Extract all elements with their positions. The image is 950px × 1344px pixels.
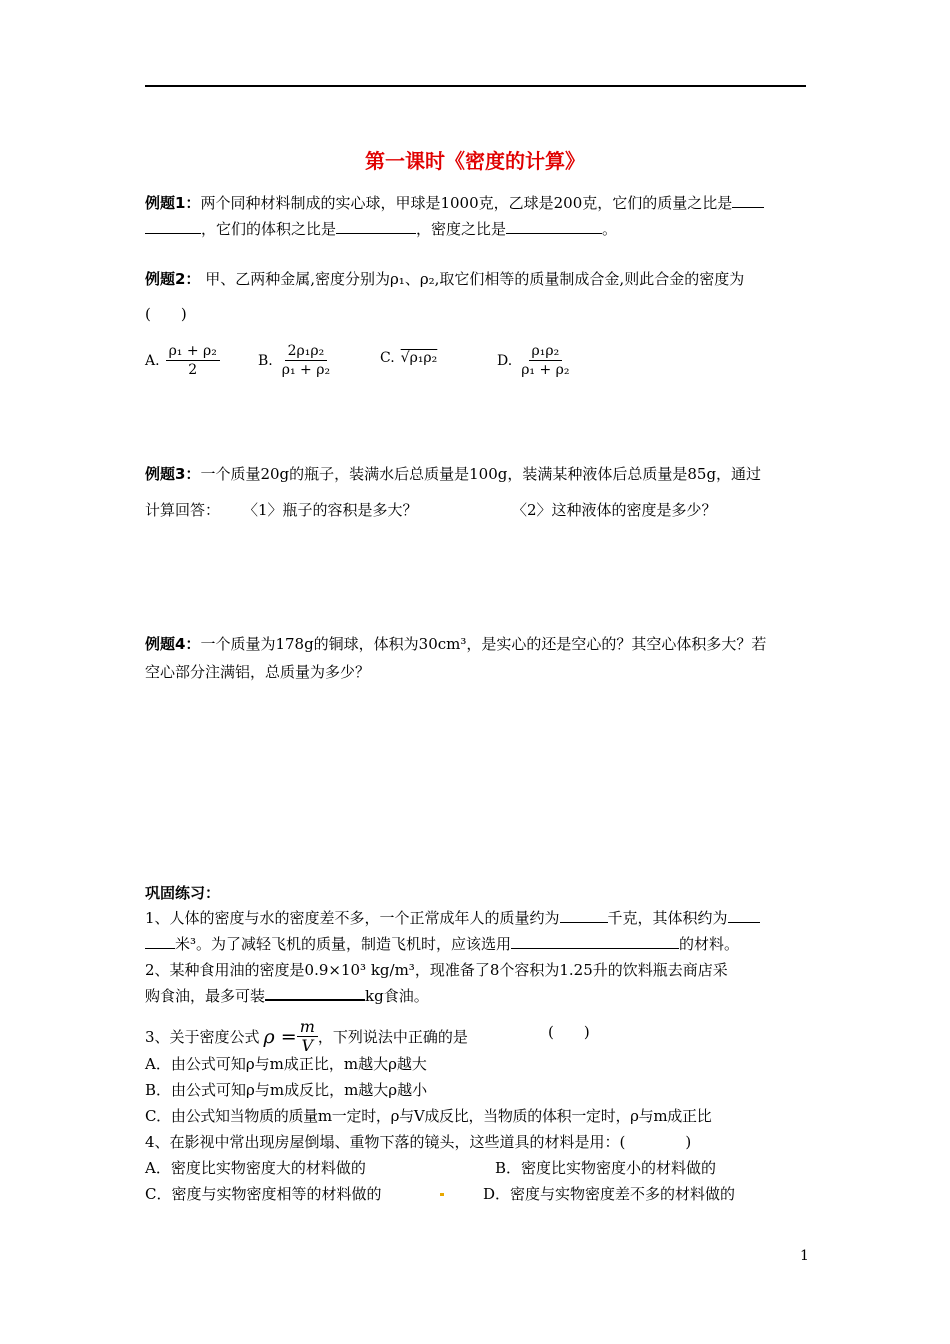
- ex3-label: 例题3：: [145, 465, 201, 483]
- q3-option-b[interactable]: B．由公式可知ρ与m成反比，m越大ρ越小: [145, 1081, 428, 1099]
- ex3-q1: 〈1〉瓶子的容积是多大？: [243, 501, 418, 519]
- ex1-text-c: ，密度之比是: [416, 220, 507, 238]
- option-b-fraction: [279, 342, 333, 379]
- ex1-blank-density-ratio[interactable]: [506, 219, 602, 234]
- practice-q3-line: [145, 1018, 468, 1055]
- ex2-text: 甲、乙两种金属,密度分别为ρ₁、ρ₂,取它们相等的质量制成合金,则此合金的密度为: [205, 270, 745, 288]
- q1-text-c: 米³。为了减轻飞机的质量，制造飞机时，应该选用: [175, 935, 512, 953]
- q3-formula-lhs: ρ =: [263, 1025, 297, 1048]
- ex1-blank-mass-ratio-cont[interactable]: [145, 219, 201, 234]
- ex1-text-b: ，它们的体积之比是: [201, 220, 337, 238]
- ex2-label: 例题2：: [145, 270, 201, 288]
- ex2-option-c[interactable]: [380, 350, 437, 366]
- option-a-fraction: [166, 342, 220, 379]
- option-d-label: D.: [497, 352, 513, 369]
- q4-option-c[interactable]: C．密度与实物密度相等的材料做的: [145, 1185, 382, 1203]
- ex3-line1: [145, 463, 761, 485]
- ex2-option-d[interactable]: [497, 342, 573, 379]
- option-d-num: ρ₁ρ₂: [529, 342, 563, 361]
- practice-q1-line1: [145, 907, 760, 929]
- q3-paren: ( ): [548, 1023, 590, 1041]
- q1-text-a: 1、人体的密度与水的密度差不多，一个正常成年人的质量约为: [145, 909, 560, 927]
- q1-blank-volume[interactable]: [728, 908, 760, 923]
- q3-formula-den: V: [301, 1036, 314, 1055]
- ex1-label: 例题1：: [145, 194, 201, 212]
- q2-text-c: kg食油。: [365, 987, 429, 1005]
- ex4-line1-text: 一个质量为178g的铜球，体积为30cm³，是实心的还是空心的？其空心体积多大？若: [200, 635, 767, 653]
- option-a-label: A.: [145, 352, 160, 369]
- practice-q2-line2: [145, 985, 429, 1007]
- q1-text-d: 的材料。: [679, 935, 740, 953]
- option-a-den: 2: [188, 362, 198, 378]
- q3-option-c[interactable]: C．由公式知当物质的质量m一定时，ρ与V成反比，当物质的体积一定时，ρ与m成正比: [145, 1107, 712, 1125]
- q1-text-b: 千克，其体积约为: [607, 909, 728, 927]
- q3-text-a: 3、关于密度公式: [145, 1027, 260, 1046]
- page-title: 第一课时《密度的计算》: [365, 149, 585, 173]
- ex1-blank-mass-ratio[interactable]: [732, 193, 764, 208]
- option-a-num: ρ₁ + ρ₂: [166, 342, 220, 361]
- ex4-label: 例题4：: [145, 635, 201, 653]
- ex2-paren: ( ): [145, 305, 187, 323]
- q3-option-a[interactable]: A．由公式可知ρ与m成正比，m越大ρ越大: [145, 1055, 427, 1073]
- ex3-line1-text: 一个质量20g的瓶子，装满水后总质量是100g，装满某种液体后总质量是85g，通过: [200, 465, 762, 483]
- ex2-line1: [145, 268, 744, 290]
- q3-formula-fraction: [297, 1018, 318, 1055]
- option-c-expr: √ρ₁ρ₂: [400, 350, 438, 366]
- ex1-blank-volume-ratio[interactable]: [336, 219, 416, 234]
- ex3-line2: [145, 499, 220, 521]
- q3-text-b: ，下列说法中正确的是: [317, 1027, 468, 1046]
- option-b-label: B.: [258, 352, 273, 369]
- page-number: 1: [800, 1248, 809, 1264]
- practice-q2-line1: 2、某种食用油的密度是0.9×10³ kg/m³，现准备了8个容积为1.25升的饮料瓶去商店采: [145, 961, 728, 979]
- q3-formula-num: m: [297, 1018, 318, 1037]
- q4-option-b[interactable]: B．密度比实物密度小的材料做的: [495, 1159, 717, 1177]
- ex3-line2-a: 计算回答：: [145, 501, 221, 519]
- ex1-text-a: 两个同种材料制成的实心球，甲球是1000克，乙球是200克，它们的质量之比是: [200, 194, 733, 212]
- q4-option-d[interactable]: D．密度与实物密度差不多的材料做的: [483, 1185, 736, 1203]
- ex1-line1: [145, 192, 764, 214]
- header-rule: [145, 85, 806, 87]
- ex4-line2: 空心部分注满铝，总质量为多少？: [145, 663, 371, 681]
- ex1-line2: [145, 218, 617, 240]
- q2-blank-kg[interactable]: [265, 985, 365, 1001]
- option-b-den: ρ₁ + ρ₂: [281, 362, 331, 378]
- q4-option-a[interactable]: A．密度比实物密度大的材料做的: [145, 1159, 366, 1177]
- option-d-den: ρ₁ + ρ₂: [521, 362, 570, 378]
- practice-q1-line2: [145, 933, 739, 955]
- q2-text-b: 购食油，最多可装: [145, 987, 266, 1005]
- q1-blank-mass[interactable]: [560, 908, 608, 923]
- decorative-dot: [440, 1193, 444, 1196]
- ex2-option-b[interactable]: [258, 342, 333, 379]
- q1-blank-volume-cont[interactable]: [145, 934, 175, 949]
- ex3-q2: 〈2〉这种液体的密度是多少？: [512, 501, 717, 519]
- option-d-fraction: [518, 342, 572, 379]
- option-b-num: 2ρ₁ρ₂: [285, 342, 328, 361]
- ex4-line1: [145, 633, 766, 655]
- practice-heading: 巩固练习：: [145, 884, 221, 902]
- practice-q4: 4、在影视中常出现房屋倒塌、重物下落的镜头，这些道具的材料是用：( ): [145, 1133, 692, 1151]
- ex2-option-a[interactable]: [145, 342, 220, 379]
- q1-blank-material[interactable]: [511, 934, 679, 949]
- option-c-label: C.: [380, 350, 395, 366]
- ex1-text-d: 。: [602, 220, 618, 238]
